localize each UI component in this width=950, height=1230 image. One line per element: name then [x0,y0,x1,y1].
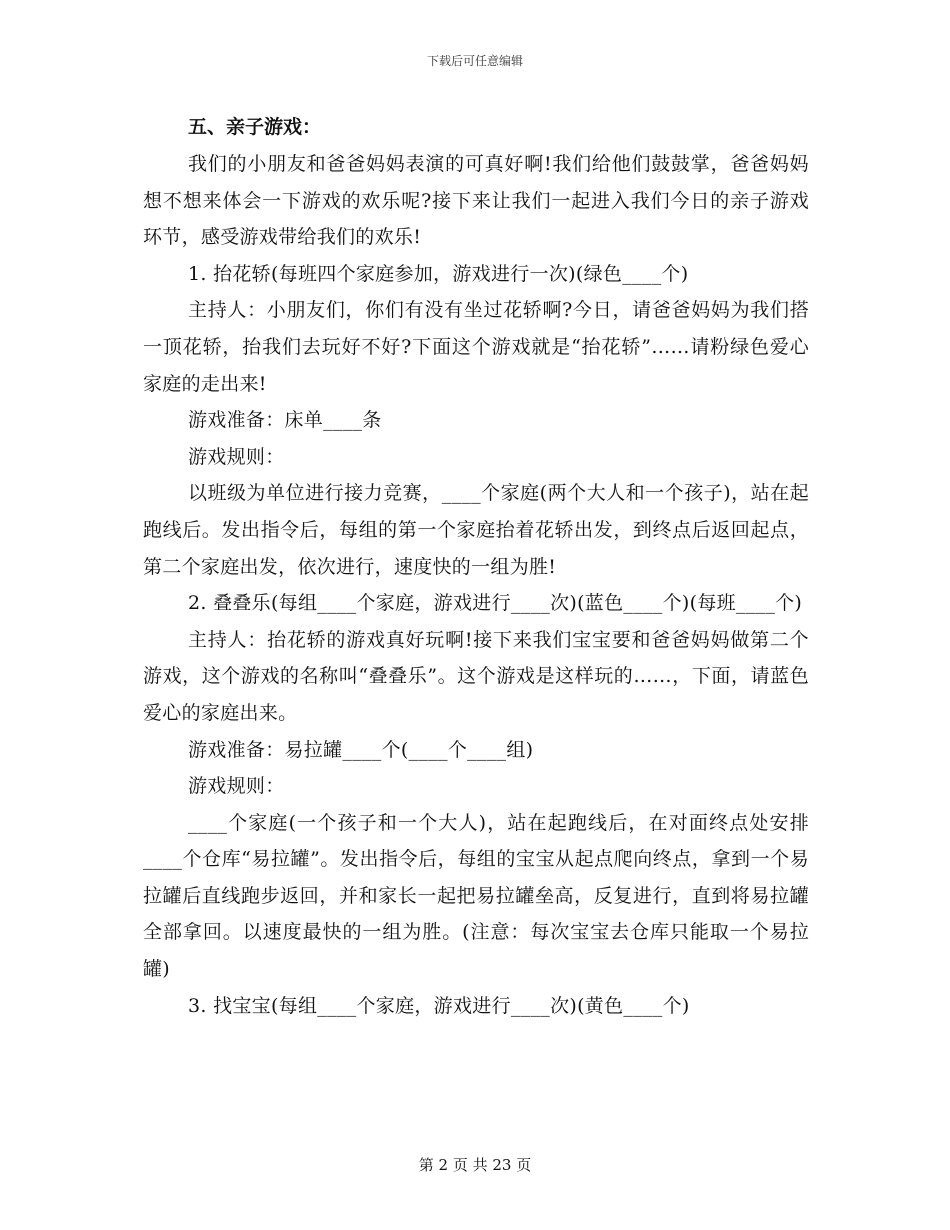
game-2-rules-label: 游戏规则： [188,775,285,798]
page-header: 下载后可任意编辑 [426,54,523,68]
game-1-host-speech: 主持人：小朋友们，你们有没有坐过花轿啊?今日，请爸爸妈妈为我们搭一顶花轿，抬我们去玩好不好?下面这个游戏就是“抬花轿”……请粉绿色爱心家庭的走出来! [143,299,809,395]
game-2-rules: ____个家庭(一个孩子和一个大人)，站在起跑线后，在对面终点处安排____个仓库“易拉罐”。发出指令后，每组的宝宝从起点爬向终点，拿到一个易拉罐后直线跑步返回，并和家长一起把易拉罐垒高，反复进行，直到将易拉罐全部拿回。以速度最快的一组为胜。(注意：每次宝宝去仓库只能取一个易拉罐) [143,811,809,981]
game-2-title: 2. 叠叠乐(每组____个家庭，游戏进行____次)(蓝色____个)(每班____个) [188,592,803,615]
game-1-title: 1. 抬花轿(每班四个家庭参加，游戏进行一次)(绿色____个) [188,262,689,285]
game-2-preparation: 游戏准备：易拉罐____个(____个____组) [188,738,534,761]
page-footer: 第 2 页 共 23 页 [418,1156,532,1174]
game-1-preparation: 游戏准备：床单____条 [188,409,382,432]
game-3-title: 3. 找宝宝(每组____个家庭，游戏进行____次)(黄色____个) [188,994,690,1017]
game-1-rules: 以班级为单位进行接力竞赛，____个家庭(两个大人和一个孩子)，站在起跑线后。发出指令后，每组的第一个家庭抬着花轿出发，到终点后返回起点，第二个家庭出发，依次进行，速度快的一组为胜! [143,482,809,578]
document-body [143,108,809,1024]
paragraph-intro: 我们的小朋友和爸爸妈妈表演的可真好啊!我们给他们鼓鼓掌，爸爸妈妈想不想来体会一下游戏的欢乐呢?接下来让我们一起进入我们今日的亲子游戏环节，感受游戏带给我们的欢乐! [143,153,809,249]
game-2-host-speech: 主持人：抬花轿的游戏真好玩啊!接下来我们宝宝要和爸爸妈妈做第二个游戏，这个游戏的名称叫“叠叠乐”。这个游戏是这样玩的……，下面，请蓝色爱心的家庭出来。 [143,628,809,724]
section-heading: 五、亲子游戏： [188,116,322,138]
game-1-rules-label: 游戏规则： [188,445,285,468]
